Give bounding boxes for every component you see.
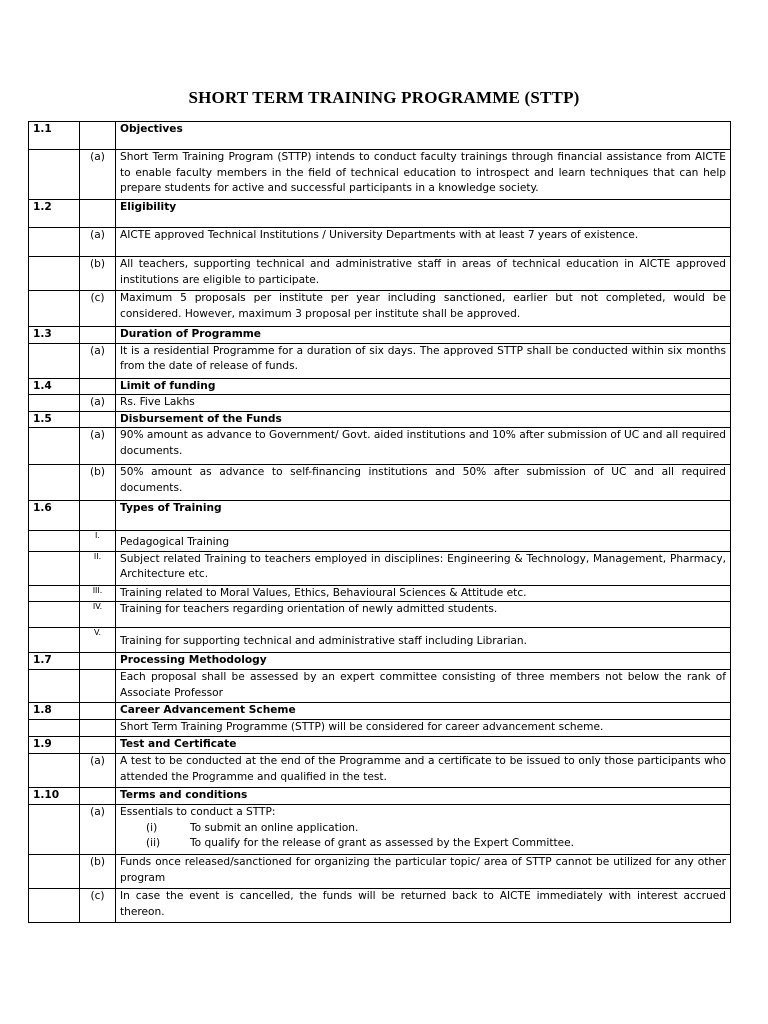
section-number: 1.3 <box>29 327 80 344</box>
section-heading: Limit of funding <box>116 378 731 395</box>
page-title: SHORT TERM TRAINING PROGRAMME (STTP) <box>188 88 580 107</box>
essentials-intro: Essentials to conduct a STTP: <box>120 806 276 818</box>
item-label: IV. <box>80 602 116 628</box>
section-heading: Objectives <box>116 122 731 150</box>
section-heading: Duration of Programme <box>116 327 731 344</box>
list-item <box>120 836 726 852</box>
section-number: 1.7 <box>29 653 80 670</box>
section-row-1-2 <box>29 200 731 228</box>
section-heading: Test and Certificate <box>116 737 731 754</box>
item-label: V. <box>80 628 116 653</box>
list-item <box>120 821 726 837</box>
table-row <box>29 291 731 327</box>
table-row <box>29 720 731 737</box>
item-text: Maximum 5 proposals per institute per year including sanctioned, earlier but not completed, would be considered. However, maximum 3 proposal per institute shall be approved. <box>116 291 731 327</box>
table-row <box>29 465 731 501</box>
section-heading: Eligibility <box>116 200 731 228</box>
table-row <box>29 395 731 412</box>
item-text: Training for supporting technical and administrative staff including Librarian. <box>116 628 731 653</box>
table-row <box>29 585 731 602</box>
table-row <box>29 551 731 585</box>
section-number: 1.2 <box>29 200 80 228</box>
item-label: (b) <box>80 465 116 501</box>
table-row <box>29 257 731 291</box>
section-number: 1.9 <box>29 737 80 754</box>
item-label: (a) <box>80 343 116 378</box>
table-row <box>29 150 731 200</box>
item-label: (a) <box>80 395 116 412</box>
item-text: 90% amount as advance to Government/ Govt. aided institutions and 10% after submission of UC and all required documents. <box>116 428 731 465</box>
item-label: (a) <box>80 754 116 788</box>
section-row-1-8 <box>29 703 731 720</box>
table-row <box>29 628 731 653</box>
list-number: (ii) <box>146 837 161 849</box>
list-text: To qualify for the release of grant as assessed by the Expert Committee. <box>190 837 575 849</box>
item-text: Subject related Training to teachers employed in disciplines: Engineering & Technology, Management, Pharmacy, Architecture etc. <box>116 551 731 585</box>
item-text: Training related to Moral Values, Ethics, Behavioural Sciences & Attitude etc. <box>116 585 731 602</box>
section-heading: Types of Training <box>116 501 731 531</box>
item-label: III. <box>80 585 116 602</box>
section-heading: Career Advancement Scheme <box>116 703 731 720</box>
section-row-1-10 <box>29 788 731 805</box>
section-row-1-5 <box>29 411 731 428</box>
item-text: AICTE approved Technical Institutions / University Departments with at least 7 years of existence. <box>116 228 731 257</box>
item-label: I. <box>80 531 116 552</box>
item-text: Funds once released/sanctioned for organizing the particular topic/ area of STTP cannot be utilized for any other program <box>116 855 731 889</box>
table-row <box>29 805 731 855</box>
item-label: (a) <box>80 428 116 465</box>
item-text: Pedagogical Training <box>116 531 731 552</box>
table-row <box>29 602 731 628</box>
table-row <box>29 428 731 465</box>
item-text: A test to be conducted at the end of the Programme and a certificate to be issued to only those participants who attended the Programme and qualified in the test. <box>116 754 731 788</box>
table-row <box>29 754 731 788</box>
item-label: (b) <box>80 855 116 889</box>
item-text: All teachers, supporting technical and administrative staff in areas of technical education in AICTE approved institutions are eligible to participate. <box>116 257 731 291</box>
section-heading: Disbursement of the Funds <box>116 411 731 428</box>
item-label: (b) <box>80 257 116 291</box>
table-row <box>29 343 731 378</box>
section-number: 1.5 <box>29 411 80 428</box>
section-heading: Terms and conditions <box>116 788 731 805</box>
section-number: 1.4 <box>29 378 80 395</box>
table-row <box>29 531 731 552</box>
table-row <box>29 889 731 923</box>
item-label: (a) <box>80 228 116 257</box>
item-text: Short Term Training Programme (STTP) will be considered for career advancement scheme. <box>116 720 731 737</box>
section-number: 1.10 <box>29 788 80 805</box>
item-label: (a) <box>80 805 116 855</box>
item-text: Rs. Five Lakhs <box>116 395 731 412</box>
section-row-1-3 <box>29 327 731 344</box>
list-number: (i) <box>146 821 158 834</box>
item-text: Short Term Training Program (STTP) intends to conduct faculty trainings through financial assistance from AICTE to enable faculty members in the field of technical education to introspect and learn techniques that can help prepare students for active and successful participants in a knowledge society. <box>116 150 731 200</box>
item-label: (c) <box>80 889 116 923</box>
table-row <box>29 228 731 257</box>
item-text: 50% amount as advance to self-financing institutions and 50% after submission of UC and all required documents. <box>116 465 731 501</box>
section-heading: Processing Methodology <box>116 653 731 670</box>
table-row <box>29 670 731 703</box>
item-label: (a) <box>80 150 116 200</box>
section-row-1-6 <box>29 501 731 531</box>
section-number: 1.8 <box>29 703 80 720</box>
item-label: II. <box>80 551 116 585</box>
item-text: Training for teachers regarding orientation of newly admitted students. <box>116 602 731 628</box>
sttp-table <box>28 121 731 923</box>
essentials-list <box>116 805 731 855</box>
item-label: (c) <box>80 291 116 327</box>
section-number: 1.6 <box>29 501 80 531</box>
section-row-1-1 <box>29 122 731 150</box>
section-number: 1.1 <box>29 122 80 150</box>
item-text: Each proposal shall be assessed by an expert committee consisting of three members not below the rank of Associate Professor <box>116 670 731 703</box>
section-row-1-4 <box>29 378 731 395</box>
table-row <box>29 855 731 889</box>
list-text: To submit an online application. <box>190 821 359 834</box>
section-row-1-9 <box>29 737 731 754</box>
item-text: In case the event is cancelled, the funds will be returned back to AICTE immediately with interest accrued thereon. <box>116 889 731 923</box>
section-row-1-7 <box>29 653 731 670</box>
item-text: It is a residential Programme for a duration of six days. The approved STTP shall be conducted within six months from the date of release of funds. <box>116 343 731 378</box>
